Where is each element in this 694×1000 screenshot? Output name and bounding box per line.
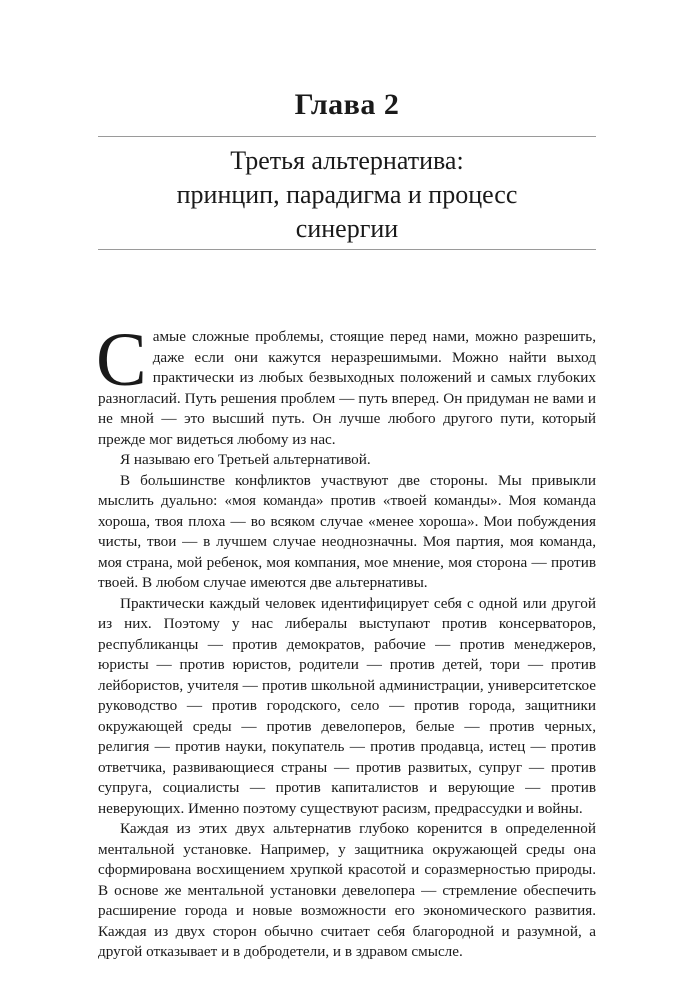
chapter-title-line-1: Третья альтернатива:: [230, 146, 464, 175]
title-bottom-rule: [98, 249, 596, 250]
body-text: [96, 318, 596, 963]
title-top-rule: [98, 136, 596, 137]
drop-cap: С: [96, 318, 147, 402]
paragraph-1: [96, 318, 596, 450]
paragraph-4: Практически каждый человек идентифицирует себя с одной или другой из них. Поэтому у нас либералы выступают против консерваторов, республиканцы — против демократов, рабочие — против менеджеров, юристы — против юристов, родители — против детей, тори — против лейбористов, учителя — против школьной администрации, университетское руководство — против городского, село — против города, защитники окружающей среды — против девелоперов, белые — против черных, религия — против науки, покупатель — против продавца, истец — против ответчика, развивающиеся страны — против развитых, супруг — против супруга, социалисты — против капиталистов и верующие — против неверующих. Именно поэтому существуют расизм, предрассудки и войны.: [98, 594, 596, 817]
chapter-label: Глава 2: [294, 88, 400, 121]
chapter-title-line-3: синергии: [295, 214, 399, 243]
paragraph-5: Каждая из этих двух альтернатив глубоко коренится в определенной ментальной установке. Например, у защитника окружающей среды она сформирована восхищением хрупкой красотой и соразмерностью природы. В основе же ментальной установки девелопера — стремление обеспечить расширение города и новые возможности его экономического развития. Каждая из двух сторон обычно считает себя благородной и разумной, а другой отказывает и в добродетели, и в здравом смысле.: [98, 820, 596, 960]
paragraph-1-text: амые сложные проблемы, стоящие перед нами, можно разрешить, даже если они кажутся неразрешимыми. Можно найти выход практически из любых безвыходных положений и самых глубоких разногласий. Путь решения проблем — путь вперед. Он придуман не вами и не мной — это высший путь. Он лучше любого другого пути, который прежде мог видеться любому из нас.: [98, 328, 596, 448]
paragraph-3: В большинстве конфликтов участвуют две стороны. Мы привыкли мыслить дуально: «моя команда» против «твоей команды». Моя команда хороша, твоя плоха — во всяком случае «менее хороша». Мои побуждения чисты, твои — в лучшем случае неоднозначны. Моя партия, моя команда, моя страна, мой ребенок, моя компания, мое мнение, моя сторона — против твоей. В любом случае имеются две альтернативы.: [98, 471, 596, 591]
chapter-title-line-2: принцип, парадигма и процесс: [176, 180, 518, 209]
chapter-title: [98, 144, 596, 246]
paragraph-2: Я называю его Третьей альтернативой.: [120, 451, 371, 468]
